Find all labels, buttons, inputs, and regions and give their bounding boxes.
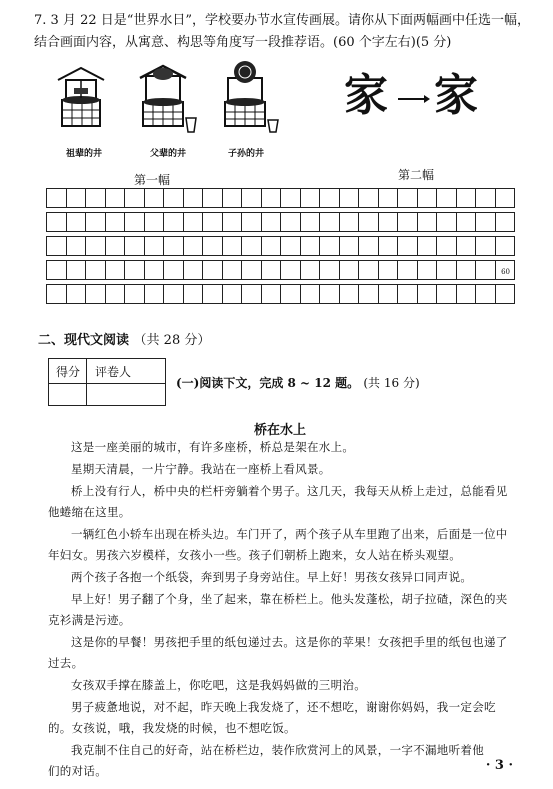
grid-cell[interactable] [437, 213, 457, 231]
grid-cell[interactable] [223, 213, 243, 231]
grid-cell[interactable] [476, 213, 496, 231]
grid-cell[interactable] [145, 213, 165, 231]
grid-cell[interactable] [496, 189, 515, 207]
grid-cell[interactable] [106, 213, 126, 231]
grid-cell[interactable] [125, 261, 145, 279]
score-label: 得分 [56, 365, 81, 379]
paragraph: 这是一座美丽的城市，有许多座桥，桥总是架在水上。 [71, 440, 355, 454]
grid-cell[interactable] [320, 261, 340, 279]
grid-count-mark: 60 [501, 268, 510, 276]
grid-cell[interactable] [262, 189, 282, 207]
passage-instruction [176, 374, 420, 391]
paragraph: 桥上没有行人，桥中央的栏杆旁躺着个男子。这几天，我每天从桥上走过，总能看见他蜷缩在这里。 [48, 484, 508, 519]
grandparents-well-illustration [48, 60, 118, 140]
grid-cell[interactable] [106, 237, 126, 255]
image-one-wells [48, 60, 288, 170]
grid-cell[interactable] [496, 213, 515, 231]
grid-cell[interactable] [86, 213, 106, 231]
grid-cell[interactable] [184, 189, 204, 207]
grid-cell[interactable] [281, 237, 301, 255]
grid-cell[interactable] [340, 261, 360, 279]
grid-cell[interactable] [223, 237, 243, 255]
grid-cell[interactable] [320, 213, 340, 231]
grid-row [46, 212, 515, 232]
grid-cell[interactable] [67, 213, 87, 231]
grid-cell[interactable] [418, 213, 438, 231]
grid-cell[interactable] [145, 285, 165, 303]
passage-instruction-text: (一)阅读下文，完成 8 ~ 12 题。 [176, 376, 360, 390]
caption-grandparents-well: 祖辈的井 [65, 149, 102, 159]
grid-cell[interactable] [47, 189, 67, 207]
grid-cell[interactable] [242, 261, 262, 279]
grid-cell[interactable] [184, 285, 204, 303]
question-7: 7. 3 月 22 日是“世界水日”，学校要办节水宣传画展。请你从下面两幅画中任选一幅，结合画面内容，从寓意、构思等角度写一段推荐语。(60 个字左右)(5 分) [34, 13, 531, 50]
grid-cell[interactable] [457, 237, 477, 255]
grid-cell[interactable] [125, 213, 145, 231]
grid-cell[interactable] [301, 261, 321, 279]
grid-cell[interactable] [86, 189, 106, 207]
grid-cell[interactable] [379, 189, 399, 207]
grid-cell[interactable] [457, 189, 477, 207]
grid-cell[interactable] [67, 261, 87, 279]
grid-cell[interactable] [398, 213, 418, 231]
jia-glyph-right: 家 [434, 70, 478, 121]
paragraph: 女孩双手撑在膝盖上，你吃吧，这是我妈妈做的三明治。 [71, 678, 366, 692]
grid-cell[interactable] [379, 237, 399, 255]
grid-cell[interactable] [281, 285, 301, 303]
grid-row [46, 284, 515, 304]
paragraph: 星期天清晨，一片宁静。我站在一座桥上看风景。 [71, 462, 331, 476]
grid-cell[interactable] [164, 213, 184, 231]
grid-cell[interactable] [340, 237, 360, 255]
grid-cell[interactable] [106, 261, 126, 279]
grid-cell[interactable] [437, 285, 457, 303]
grid-cell[interactable] [281, 213, 301, 231]
grid-cell[interactable] [359, 285, 379, 303]
grid-cell[interactable] [398, 237, 418, 255]
descendants-well-illustration [212, 60, 282, 140]
grid-cell[interactable] [203, 261, 223, 279]
image-two-jia [338, 68, 498, 128]
grid-cell[interactable] [476, 261, 496, 279]
caption-parents-well: 父辈的井 [149, 149, 186, 159]
grid-cell[interactable] [457, 285, 477, 303]
grid-cell[interactable] [359, 237, 379, 255]
grid-row [46, 188, 515, 208]
paragraph: 这是你的早餐！男孩把手里的纸包递过去。这是你的苹果！女孩把手里的纸包也递了过去。 [48, 635, 508, 670]
answer-grid[interactable] [46, 188, 516, 300]
grid-cell[interactable] [223, 285, 243, 303]
grid-cell[interactable] [340, 189, 360, 207]
grid-cell[interactable] [281, 189, 301, 207]
grid-cell[interactable] [476, 189, 496, 207]
grid-cell[interactable] [496, 237, 515, 255]
grid-cell[interactable] [437, 261, 457, 279]
grid-cell[interactable] [145, 237, 165, 255]
grid-cell[interactable] [106, 285, 126, 303]
grid-cell[interactable] [67, 237, 87, 255]
grid-cell[interactable] [418, 237, 438, 255]
caption-descendants-well: 子孙的井 [227, 149, 264, 159]
grid-cell[interactable] [340, 285, 360, 303]
grid-cell[interactable] [223, 189, 243, 207]
grid-cell[interactable] [145, 189, 165, 207]
section-two-title: 二、现代文阅读 [38, 333, 130, 348]
grid-cell[interactable] [457, 261, 477, 279]
grid-cell[interactable] [125, 285, 145, 303]
grid-cell[interactable] [203, 213, 223, 231]
grader-label: 评卷人 [95, 365, 132, 379]
grid-cell[interactable] [47, 237, 67, 255]
grid-cell[interactable] [359, 261, 379, 279]
grid-cell[interactable] [86, 285, 106, 303]
grid-cell[interactable] [262, 261, 282, 279]
grid-cell[interactable] [359, 189, 379, 207]
page-number: · 3 · [485, 758, 513, 773]
grid-cell[interactable] [106, 189, 126, 207]
grid-cell[interactable] [203, 285, 223, 303]
grid-cell[interactable] [457, 213, 477, 231]
grid-cell[interactable] [398, 189, 418, 207]
grid-cell[interactable] [184, 213, 204, 231]
grid-cell[interactable] [379, 261, 399, 279]
score-box[interactable] [48, 358, 166, 406]
grid-cell[interactable] [301, 189, 321, 207]
grid-cell[interactable] [379, 285, 399, 303]
grid-cell[interactable] [164, 237, 184, 255]
grid-cell[interactable] [418, 285, 438, 303]
grid-cell[interactable] [47, 285, 67, 303]
grid-cell[interactable] [281, 261, 301, 279]
grid-cell[interactable] [262, 285, 282, 303]
grid-cell[interactable] [496, 285, 515, 303]
grid-cell[interactable] [359, 213, 379, 231]
grid-cell[interactable] [437, 189, 457, 207]
grid-row [46, 260, 515, 280]
grid-cell[interactable] [476, 285, 496, 303]
grid-cell[interactable] [242, 237, 262, 255]
grid-cell[interactable] [398, 285, 418, 303]
parents-well-illustration [130, 60, 200, 140]
grid-cell[interactable] [242, 213, 262, 231]
grid-cell[interactable] [164, 285, 184, 303]
paragraph: 我克制不住自己的好奇，站在桥栏边，装作欣赏河上的风景，一字不漏地听着他们的对话。 [48, 743, 484, 778]
grid-cell[interactable] [476, 237, 496, 255]
passage-instruction-points: (共 16 分) [363, 376, 420, 390]
grid-cell[interactable] [145, 261, 165, 279]
grid-cell[interactable] [301, 213, 321, 231]
grid-cell[interactable] [437, 237, 457, 255]
image-one-label: 第一幅 [134, 173, 171, 187]
grid-cell[interactable] [125, 189, 145, 207]
grid-cell[interactable] [301, 237, 321, 255]
grid-cell[interactable] [262, 237, 282, 255]
grid-cell[interactable] [125, 237, 145, 255]
grid-cell[interactable] [418, 261, 438, 279]
paragraph: 两个孩子各抱一个纸袋，奔到男子身旁站住。早上好！男孩女孩异口同声说。 [71, 570, 473, 584]
grid-cell[interactable] [301, 285, 321, 303]
grid-cell[interactable] [223, 261, 243, 279]
grid-cell[interactable] [320, 285, 340, 303]
grid-cell[interactable] [47, 213, 67, 231]
grid-cell[interactable] [320, 189, 340, 207]
grid-row [46, 236, 515, 256]
grid-cell[interactable] [262, 213, 282, 231]
grid-cell[interactable] [418, 189, 438, 207]
grid-cell[interactable] [398, 261, 418, 279]
grid-cell[interactable] [86, 261, 106, 279]
grid-cell[interactable] [203, 189, 223, 207]
grid-cell[interactable] [86, 237, 106, 255]
jia-glyph-left: 家 [344, 70, 388, 121]
grid-cell[interactable] [203, 237, 223, 255]
grid-cell[interactable] [164, 261, 184, 279]
grid-cell[interactable] [47, 261, 67, 279]
image-two-label: 第二幅 [398, 168, 435, 182]
passage-title: 桥在水上 [254, 423, 307, 438]
paragraph: 早上好！男子翻了个身，坐了起来，靠在桥栏上。他头发蓬松，胡子拉碴，深色的夹克衫满是污迹。 [48, 592, 508, 627]
section-two-heading [38, 329, 210, 348]
grid-cell[interactable] [184, 261, 204, 279]
paragraph: 一辆红色小轿车出现在桥头边。车门开了，两个孩子从车里跑了出来，后面是一位中年妇女。男孩六岁模样，女孩小一些。孩子们朝桥上跑来，女人站在桥头观望。 [48, 527, 508, 562]
arrow-icon [398, 94, 430, 104]
grid-cell[interactable] [379, 213, 399, 231]
grid-cell[interactable] [242, 189, 262, 207]
grid-cell[interactable] [184, 237, 204, 255]
paragraph: 男子疲惫地说，对不起，昨天晚上我发烧了，还不想吃，谢谢你妈妈，我一定会吃的。女孩说，哦，我发烧的时候，也不想吃饭。 [48, 700, 496, 735]
grid-cell[interactable] [67, 285, 87, 303]
grid-cell[interactable] [242, 285, 262, 303]
grid-cell[interactable] [320, 237, 340, 255]
grid-cell[interactable] [340, 213, 360, 231]
section-two-points: （共 28 分） [133, 333, 211, 348]
grid-cell[interactable] [164, 189, 184, 207]
grid-cell[interactable] [67, 189, 87, 207]
